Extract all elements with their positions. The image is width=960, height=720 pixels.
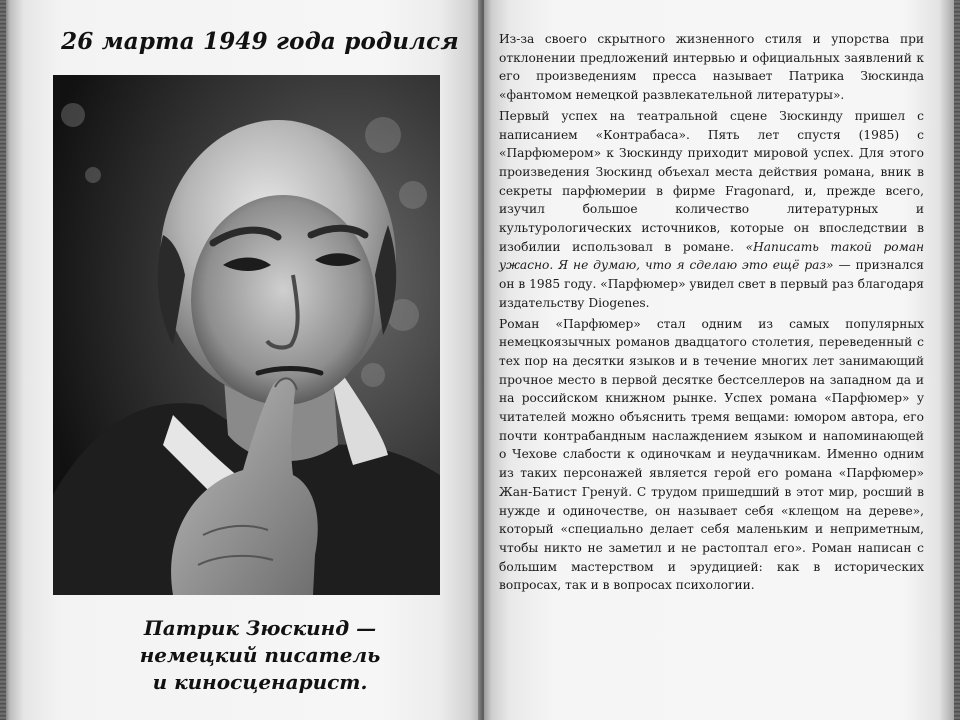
author-quote: «Написать такой роман ужасно. Я не думаю, что я сделаю это ещё раз»	[499, 239, 924, 273]
paragraph-text: — признался он в 1985 году. «Парфюмер» увидел свет в первый раз благодаря издательству Diogenes.	[499, 258, 924, 310]
birth-date-heading: 26 марта 1949 года родился	[61, 28, 459, 55]
author-portrait	[53, 75, 440, 595]
page-edge	[0, 0, 6, 720]
paragraph	[499, 107, 924, 313]
caption-line: Патрик Зюскинд —	[143, 616, 377, 640]
portrait-illustration	[53, 75, 440, 595]
paragraph: Роман «Парфюмер» стал одним из самых популярных немецкоязычных романов двадцатого столетия, переведенный с тех пор на десятки языков и в течение многих лет занимающий прочное место в первой десятке бестселлеров на западном да и на российском книжном рынке. Успех романа «Парфюмер» у читателей можно объяснить тремя вещами: юмором автора, его почти контрабандным наслаждением языком и напоминающей о Чехове слабости к одиночкам и неудачникам. Именно одним из таких персонажей является герой его романа «Парфюмер» Жан-Батист Гренуй. С трудом пришедший в этот мир, росший в нужде и одиночестве, он называет себя «клещом на дереве», который «специально делает себя маленьким и неприметным, чтобы никто не заметил и не растоптал его». Роман написан с большим мастерством и эрудицией: как в исторических вопросах, так и в вопросах психологии.	[499, 316, 924, 593]
caption-line: и киносценарист.	[152, 670, 368, 694]
caption-line: немецкий писатель	[139, 643, 381, 667]
page-edge	[954, 0, 960, 720]
paragraph: Из-за своего скрытного жизненного стиля и упорства при отклонении предложений интервью и официальных заявлений к его произведениям пресса называет Патрика Зюскинда «фантомом немецкой развлекательной литературы».	[499, 32, 924, 103]
paragraph-text: Первый успех на театральной сцене Зюскинду пришел с написанием «Контрабаса». Пять лет спустя (1985) с «Парфюмером» к Зюскинду приходит мировой успех. Для этого произведения Зюскинд объехал места действия романа, вник в секреты парфюмерии в фирме Fragonard, и, прежде всего, изучил большое количество литературных и культурологических источников, которые он впоследствии в изобилии использовал в романе.	[499, 108, 924, 254]
biography-text	[499, 30, 924, 597]
author-caption	[70, 615, 450, 696]
